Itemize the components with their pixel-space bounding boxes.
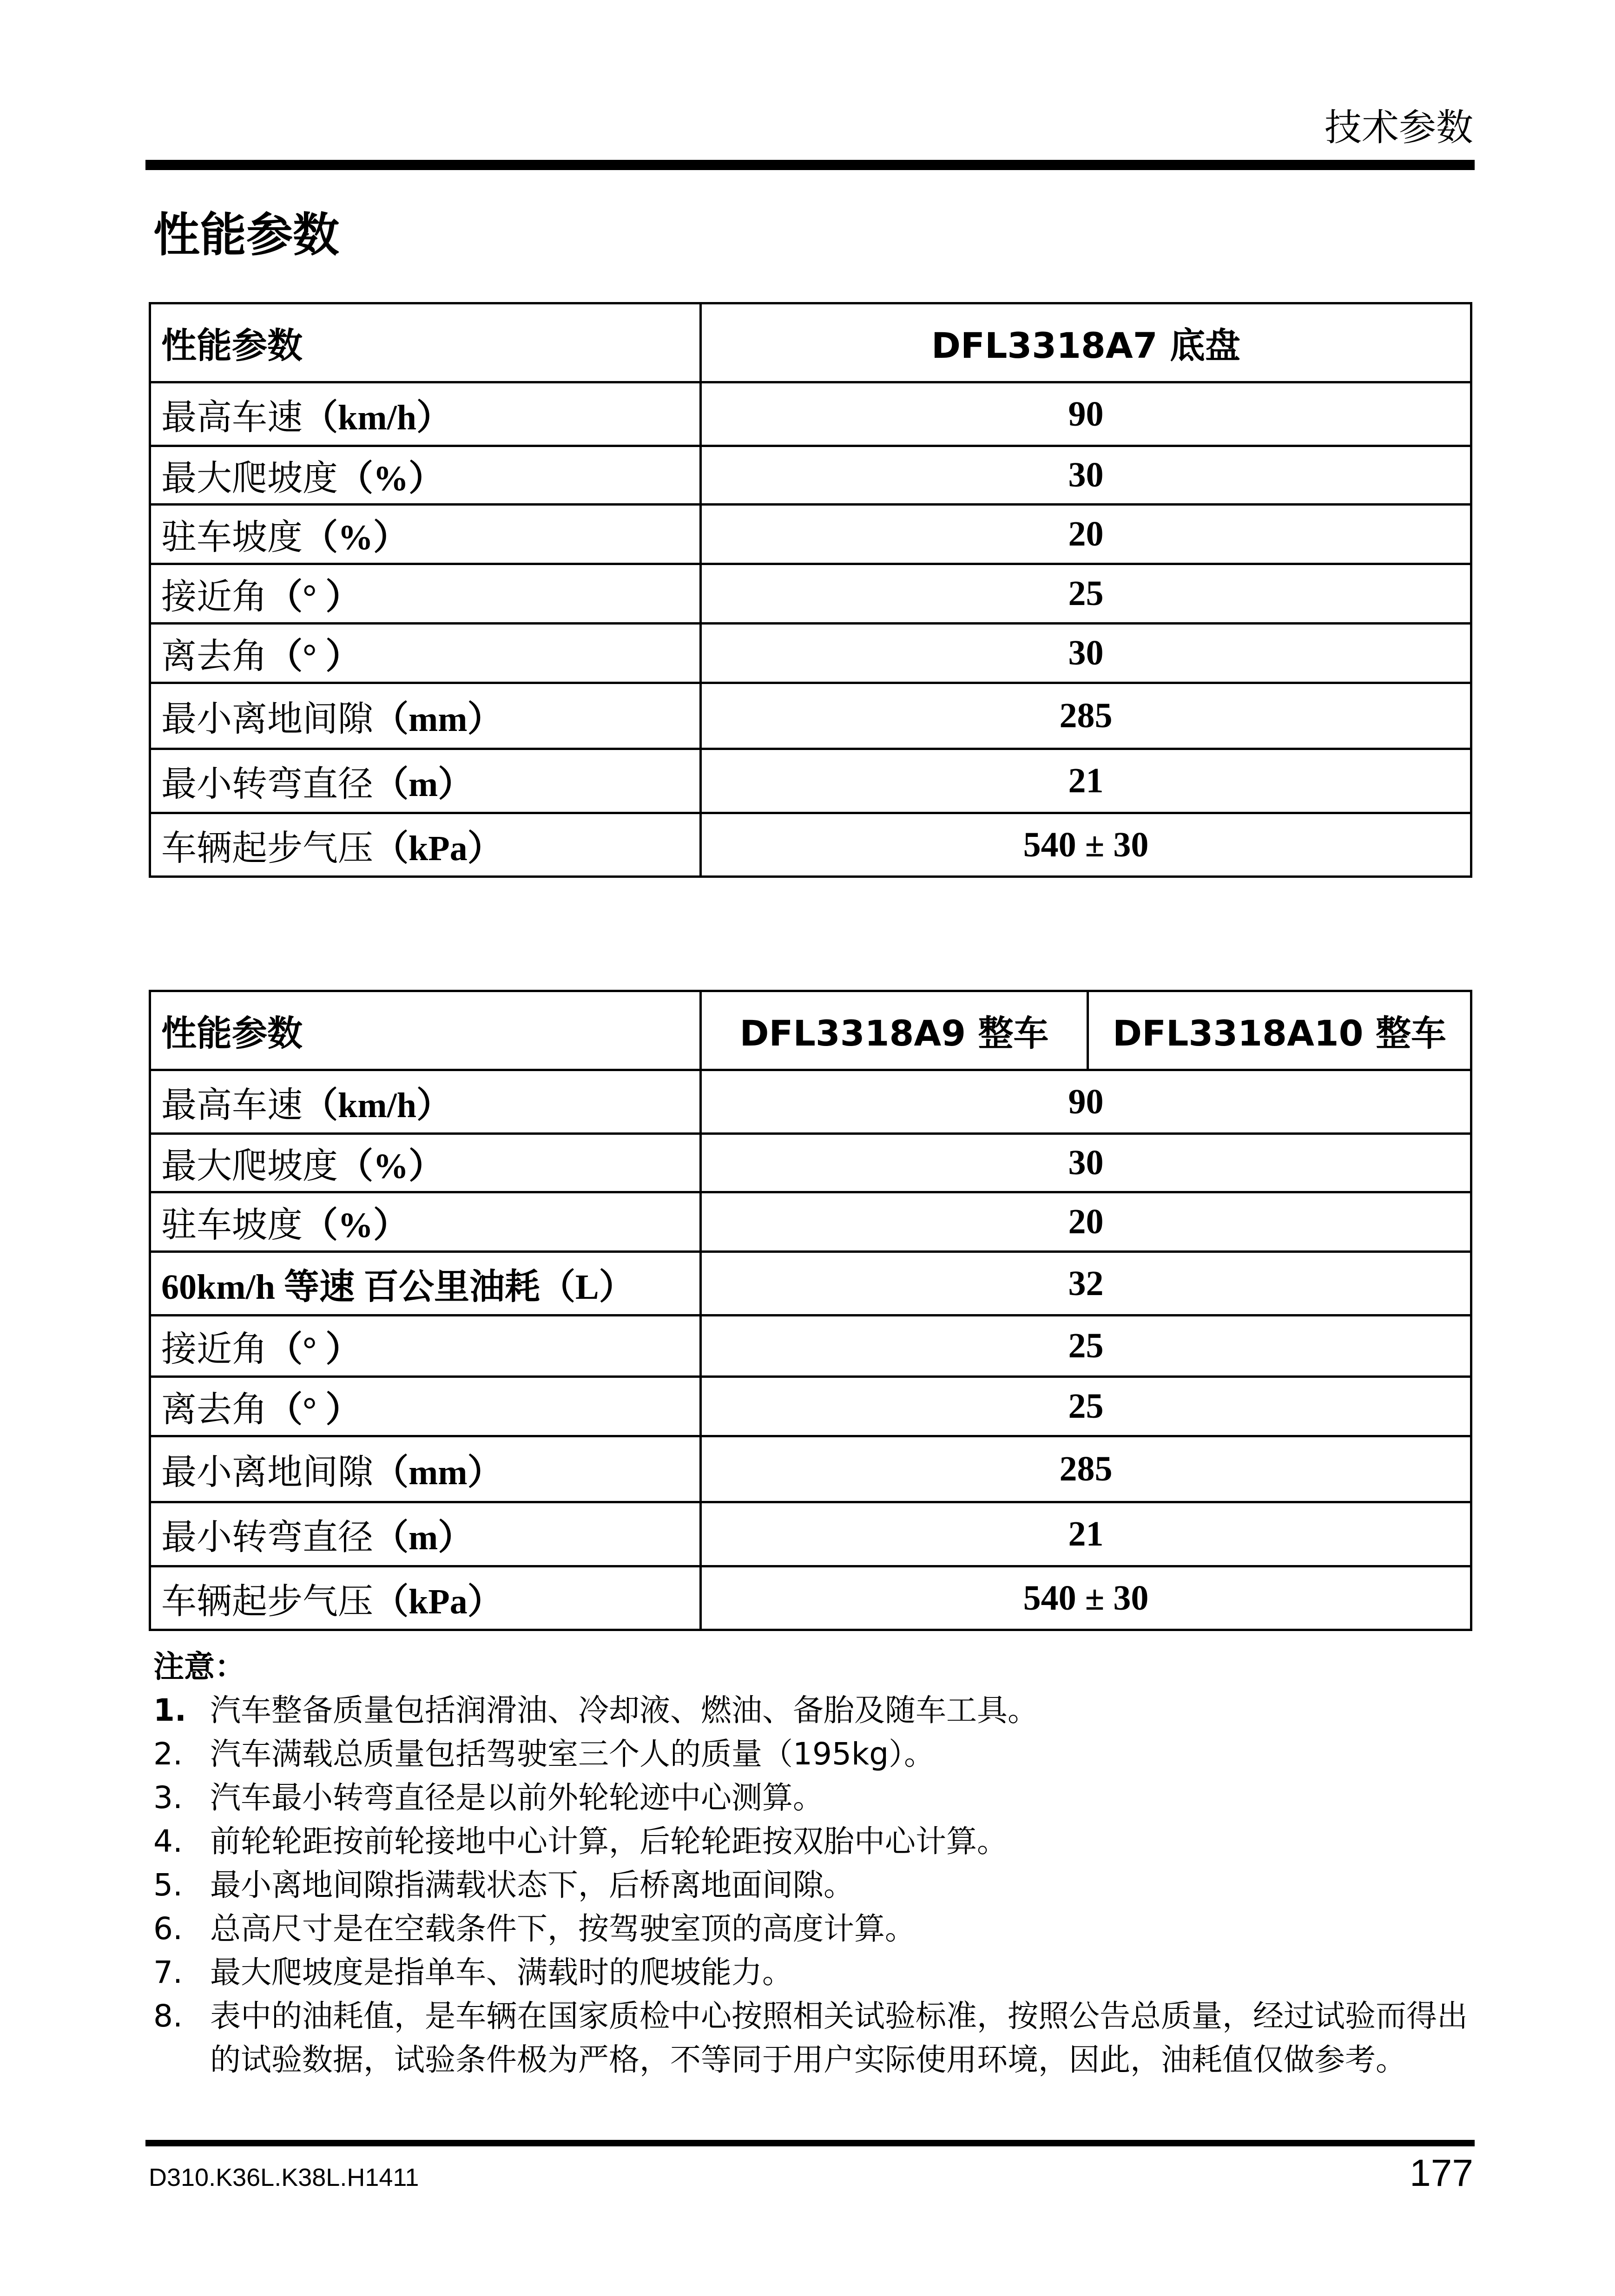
- param-unit: （km/h）: [303, 1086, 452, 1125]
- param-label: [150, 1436, 701, 1502]
- param-value: 30: [701, 446, 1471, 505]
- param-label: [150, 505, 701, 564]
- note-text: 汽车满载总质量包括驾驶室三个人的质量（195kg）。: [210, 1736, 935, 1772]
- note-text: 最小离地间隙指满载状态下，后桥离地面间隙。: [210, 1867, 854, 1903]
- param-name: 接近角: [161, 1328, 267, 1369]
- table-row: [150, 505, 1471, 564]
- param-unit: （° ）: [267, 637, 361, 676]
- param-label: [150, 1252, 701, 1316]
- param-name: 最大爬坡度: [161, 457, 338, 499]
- note-text: 前轮轮距按前轮接地中心计算，后轮轮距按双胎中心计算。: [210, 1823, 1008, 1859]
- note-number: 4.: [153, 1823, 183, 1859]
- param-name: 车辆起步气压: [161, 827, 373, 868]
- param-value: 540 ± 30: [701, 813, 1471, 877]
- param-unit: （m）: [373, 765, 474, 804]
- param-name: 最高车速: [161, 1084, 303, 1125]
- note-item: [153, 1732, 1473, 1776]
- header-model-a: DFL3318A9 整车: [701, 991, 1088, 1070]
- table-row: [150, 813, 1471, 877]
- param-label: [150, 564, 701, 624]
- param-name: 车辆起步气压: [161, 1580, 373, 1622]
- section-label: 技术参数: [1325, 106, 1473, 149]
- param-label: [150, 1502, 701, 1566]
- param-value: 540 ± 30: [701, 1566, 1471, 1630]
- param-name: 驻车坡度: [161, 516, 303, 558]
- param-value: 20: [701, 505, 1471, 564]
- notes: [153, 1645, 1473, 2082]
- note-item: [153, 1776, 1473, 1820]
- param-name: 离去角: [161, 635, 267, 677]
- param-unit: （° ）: [267, 1390, 361, 1429]
- table-header-row: [150, 303, 1471, 382]
- note-number: 5.: [153, 1867, 183, 1903]
- page-title: 性能参数: [153, 208, 339, 262]
- param-label: [150, 683, 701, 749]
- param-unit: （° ）: [267, 578, 361, 617]
- param-label: [150, 382, 701, 446]
- param-label: [150, 749, 701, 813]
- param-label: [150, 446, 701, 505]
- param-label: [150, 1316, 701, 1377]
- param-value: 25: [701, 564, 1471, 624]
- param-value: 90: [701, 382, 1471, 446]
- param-name: 60km/h 等速 百公里油耗: [161, 1267, 540, 1307]
- param-value: 32: [701, 1252, 1471, 1316]
- table-row: [150, 564, 1471, 624]
- param-value: 285: [701, 1436, 1471, 1502]
- note-item: [153, 1863, 1473, 1907]
- note-number: 2.: [153, 1736, 183, 1772]
- table-row: [150, 624, 1471, 683]
- spec-table-vehicle: [149, 990, 1472, 1631]
- param-name: 最小离地间隙: [161, 698, 373, 739]
- table-row: [150, 1377, 1471, 1436]
- table-row: [150, 1252, 1471, 1316]
- param-label: [150, 1566, 701, 1630]
- table-row: [150, 382, 1471, 446]
- note-item: [153, 1994, 1473, 2082]
- param-label: [150, 1134, 701, 1192]
- param-label: [150, 1377, 701, 1436]
- note-text: 最大爬坡度是指单车、满载时的爬坡能力。: [210, 1954, 793, 1990]
- notes-title: 注意：: [153, 1649, 245, 1684]
- table-row: [150, 1316, 1471, 1377]
- note-text: 总高尺寸是在空载条件下，按驾驶室顶的高度计算。: [210, 1911, 916, 1947]
- note-text: 汽车整备质量包括润滑油、冷却液、燃油、备胎及随车工具。: [210, 1692, 1038, 1728]
- table-row: [150, 446, 1471, 505]
- param-unit: （%）: [303, 1206, 409, 1245]
- param-label: [150, 813, 701, 877]
- param-value: 21: [701, 749, 1471, 813]
- param-unit: （%）: [303, 518, 409, 557]
- footer-rule: [145, 2140, 1475, 2146]
- note-text: 汽车最小转弯直径是以前外轮轮迹中心测算。: [210, 1780, 824, 1816]
- header-model: DFL3318A7 底盘: [701, 303, 1471, 382]
- spec-table-chassis: [149, 302, 1472, 878]
- param-label: [150, 1070, 701, 1134]
- param-unit: （m）: [373, 1518, 474, 1557]
- param-label: [150, 1192, 701, 1252]
- note-number: 8.: [153, 1998, 183, 2034]
- param-label: [150, 624, 701, 683]
- param-unit: （° ）: [267, 1330, 361, 1369]
- param-unit: （mm）: [373, 700, 503, 739]
- param-name: 最小转弯直径: [161, 1516, 373, 1558]
- header-param: 性能参数: [150, 303, 701, 382]
- table-row: [150, 1134, 1471, 1192]
- table-row: [150, 1566, 1471, 1630]
- page-number: 177: [1410, 2152, 1473, 2194]
- header-param: 性能参数: [150, 991, 701, 1070]
- table-header-row: [150, 991, 1471, 1070]
- note-text: 表中的油耗值，是车辆在国家质检中心按照相关试验标准，按照公告总质量，经过试验而得出的试验数据，试验条件极为严格，不等同于用户实际使用环境，因此，油耗值仅做参考。: [210, 1998, 1468, 2078]
- table-row: [150, 1502, 1471, 1566]
- param-value: 285: [701, 683, 1471, 749]
- note-item: [153, 1689, 1473, 1732]
- doc-code: D310.K36L.K38L.H1411: [149, 2164, 419, 2191]
- param-unit: （mm）: [373, 1453, 503, 1492]
- header-model-b: DFL3318A10 整车: [1088, 991, 1471, 1070]
- table-row: [150, 1070, 1471, 1134]
- param-value: 21: [701, 1502, 1471, 1566]
- table-row: [150, 749, 1471, 813]
- param-unit: （kPa）: [373, 829, 503, 868]
- param-value: 25: [701, 1316, 1471, 1377]
- param-name: 最高车速: [161, 396, 303, 438]
- param-value: 90: [701, 1070, 1471, 1134]
- param-name: 接近角: [161, 576, 267, 617]
- note-number: 1.: [153, 1692, 186, 1728]
- note-number: 3.: [153, 1780, 183, 1816]
- table-row: [150, 1192, 1471, 1252]
- header-rule: [145, 160, 1475, 170]
- param-name: 最小转弯直径: [161, 763, 373, 804]
- param-unit: （L）: [540, 1267, 634, 1307]
- param-unit: （km/h）: [303, 398, 452, 437]
- param-value: 25: [701, 1377, 1471, 1436]
- param-name: 离去角: [161, 1388, 267, 1430]
- param-unit: （%）: [338, 459, 444, 498]
- param-value: 30: [701, 624, 1471, 683]
- param-unit: （kPa）: [373, 1582, 503, 1621]
- param-value: 30: [701, 1134, 1471, 1192]
- param-name: 最小离地间隙: [161, 1451, 373, 1493]
- note-item: [153, 1951, 1473, 1994]
- table-row: [150, 1436, 1471, 1502]
- table-row: [150, 683, 1471, 749]
- note-item: [153, 1820, 1473, 1863]
- param-name: 驻车坡度: [161, 1204, 303, 1245]
- param-name: 最大爬坡度: [161, 1145, 338, 1186]
- note-number: 6.: [153, 1911, 183, 1947]
- param-value: 20: [701, 1192, 1471, 1252]
- note-number: 7.: [153, 1954, 183, 1990]
- note-item: [153, 1907, 1473, 1951]
- param-unit: （%）: [338, 1147, 444, 1186]
